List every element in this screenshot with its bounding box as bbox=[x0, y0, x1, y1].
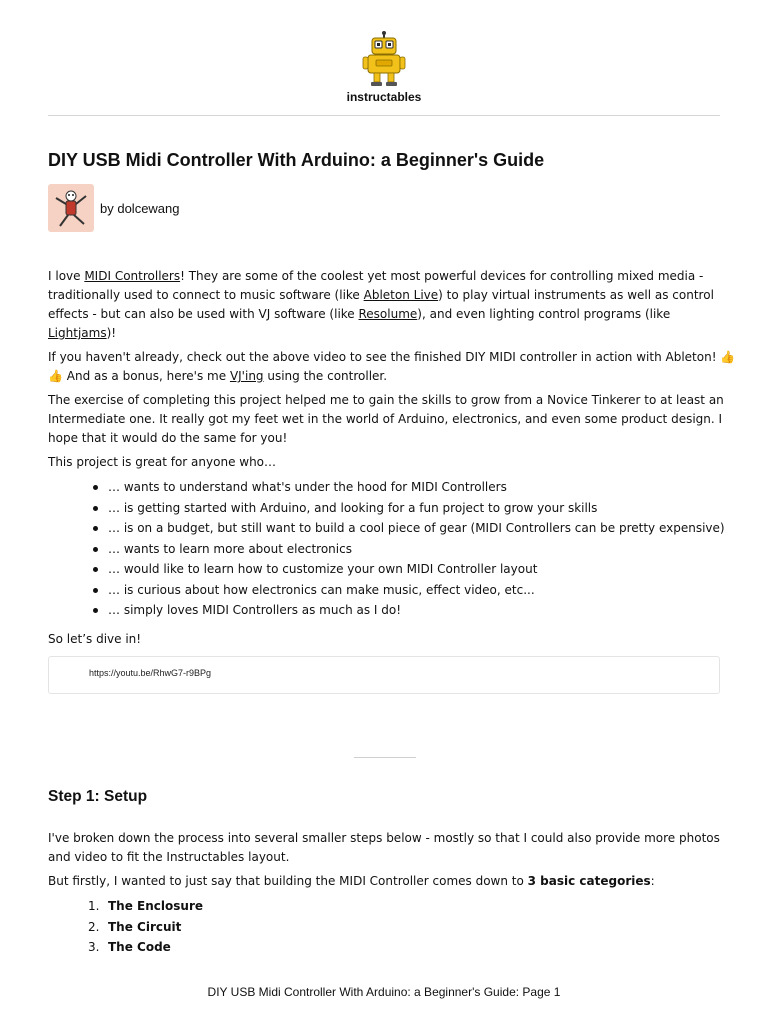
step-1-heading: Step 1: Setup bbox=[48, 788, 148, 805]
intro-text: ) to play virtual instruments as well as control effects - but can also be used with VJ software (like bbox=[48, 288, 714, 321]
intro-paragraph-4: This project is great for anyone who… bbox=[48, 455, 277, 469]
step-1-paragraph-2 bbox=[48, 872, 738, 891]
header-divider bbox=[48, 115, 720, 116]
intro-text: ), and even lighting control programs (like bbox=[417, 307, 671, 321]
site-logo-text[interactable]: instructables bbox=[346, 90, 422, 104]
list-number: 2. bbox=[88, 919, 100, 934]
step-1-text: : bbox=[650, 874, 655, 888]
list-item: … would like to learn how to customize your own MIDI Controller layout bbox=[108, 559, 738, 580]
ableton-live-link[interactable]: Ableton Live bbox=[363, 288, 439, 302]
list-item: … is curious about how electronics can make music, effect video, etc... bbox=[108, 580, 738, 601]
list-item: … wants to learn more about electronics bbox=[108, 539, 738, 560]
intro-paragraph-3: The exercise of completing this project helped me to gain the skills to grow from a Novice Tinkerer to at least an Intermediate one. It really got my feet wet in the world of Arduino, electronics, and even some product design. I hope that it would do the same for you! bbox=[48, 393, 724, 445]
author-byline[interactable]: by dolcewang bbox=[100, 200, 180, 216]
section-divider bbox=[354, 757, 416, 758]
author-block bbox=[48, 184, 180, 232]
intro-text: )! bbox=[106, 326, 117, 340]
author-avatar[interactable] bbox=[48, 184, 94, 232]
site-header bbox=[0, 30, 768, 104]
intro-paragraph-1 bbox=[48, 267, 738, 343]
vjing-link[interactable]: VJ'ing bbox=[229, 369, 264, 383]
author-figure-icon bbox=[48, 184, 94, 232]
categories-list bbox=[48, 896, 738, 958]
list-number: 3. bbox=[88, 940, 100, 954]
list-item bbox=[88, 917, 738, 938]
intro-text: If you haven't already, check out the above video to see the finished DIY MIDI controller in action with Ableton! 👍👍 And as a bonus, here's me bbox=[48, 350, 736, 383]
list-number: 1. bbox=[88, 899, 100, 913]
article-intro bbox=[48, 267, 738, 621]
list-item bbox=[88, 896, 738, 917]
page-title: DIY USB Midi Controller With Arduino: a Beginner's Guide bbox=[48, 150, 545, 170]
intro-text: I love bbox=[48, 269, 85, 283]
page-footer: DIY USB Midi Controller With Arduino: a Beginner's Guide: Page 1 bbox=[207, 985, 561, 999]
audience-list bbox=[48, 477, 738, 621]
lightjams-link[interactable]: Lightjams bbox=[48, 326, 107, 340]
step-1-text: But firstly, I wanted to just say that building the MIDI Controller comes down to bbox=[48, 874, 528, 888]
step-1-paragraph-1: I've broken down the process into several smaller steps below - mostly so that I could also provide more photos and video to fit the Instructables layout. bbox=[48, 831, 720, 864]
video-url-link[interactable]: https://youtu.be/RhwG7-r9BPg bbox=[89, 668, 212, 678]
step-1-body bbox=[48, 829, 738, 958]
category-label: The Enclosure bbox=[108, 899, 203, 913]
dive-in-text: So let’s dive in! bbox=[48, 632, 142, 646]
step-1-emphasis: 3 basic categories bbox=[527, 874, 651, 888]
intro-text: ! They are some of the coolest yet most powerful devices for controlling mixed media - traditionally used to connect to music software (like bbox=[48, 269, 704, 302]
intro-text: using the controller. bbox=[263, 369, 388, 383]
list-item bbox=[88, 937, 738, 958]
resolume-link[interactable]: Resolume bbox=[358, 307, 418, 321]
list-item: … is on a budget, but still want to build a cool piece of gear (MIDI Controllers can be pretty expensive) bbox=[108, 518, 738, 539]
midi-controllers-link[interactable]: MIDI Controllers bbox=[84, 269, 181, 283]
category-label: The Code bbox=[108, 940, 171, 954]
list-item: … is getting started with Arduino, and looking for a fun project to grow your skills bbox=[108, 498, 738, 519]
category-label: The Circuit bbox=[108, 919, 182, 934]
instructables-robot-icon[interactable] bbox=[362, 30, 406, 88]
intro-paragraph-2 bbox=[48, 348, 738, 386]
list-item: … simply loves MIDI Controllers as much as I do! bbox=[108, 600, 738, 621]
video-embed[interactable] bbox=[48, 656, 720, 694]
list-item: … wants to understand what's under the hood for MIDI Controllers bbox=[108, 477, 738, 498]
